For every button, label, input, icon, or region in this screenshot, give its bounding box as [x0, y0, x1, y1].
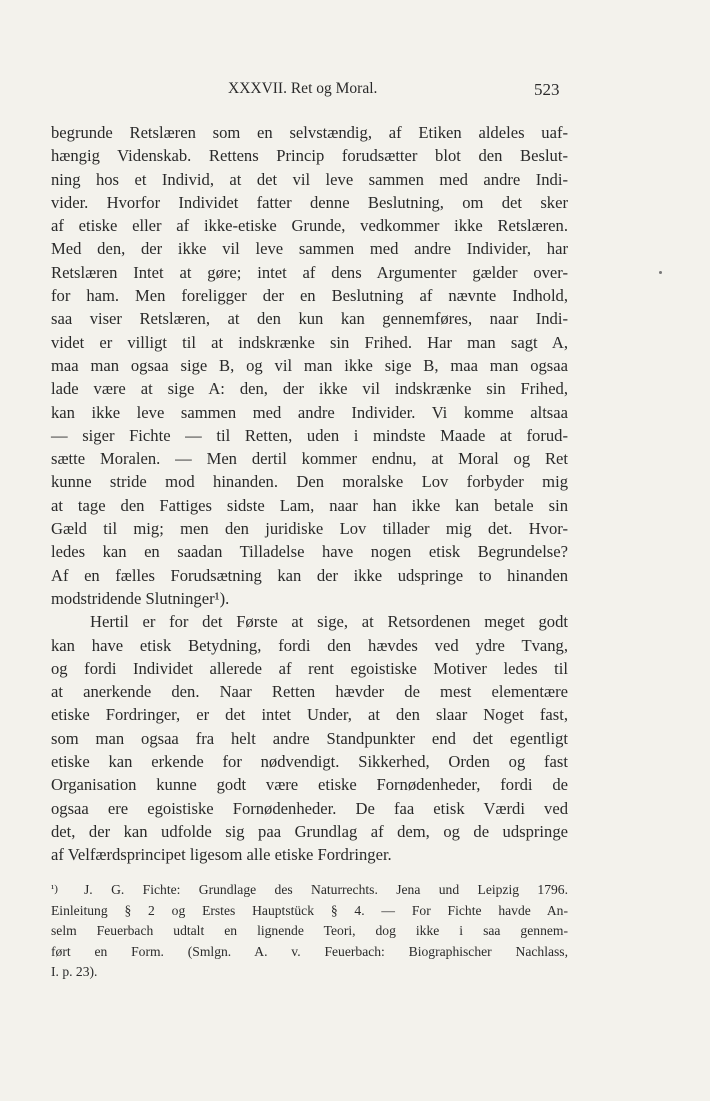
text-line: ning hos et Individ, at det vil leve sammen med andre Indi-: [51, 169, 568, 189]
text-line: Af en fælles Forudsætning kan der ikke udspringe to hinanden: [51, 565, 568, 585]
footnote-line: ført en Form. (Smlgn. A. v. Feuerbach: Biographischer Nachlass,: [51, 943, 568, 959]
text-line: det, der kan udfolde sig paa Grundlag af dem, og de udspringe: [51, 821, 568, 841]
text-line: — siger Fichte — til Retten, uden i mindste Maade at forud-: [51, 425, 568, 445]
text-line: kan ikke leve sammen med andre Individer. Vi komme altsaa: [51, 402, 568, 422]
text-line: hængig Videnskab. Rettens Princip forudsætter blot den Beslut-: [51, 146, 568, 166]
text-line: maa man ogsaa sige B, og vil man ikke sige B, maa man ogsaa: [51, 355, 568, 375]
text-line: Gæld til mig; men den juridiske Lov tillader mig det. Hvor-: [51, 519, 568, 539]
text-line: kunne stride mod hinanden. Den moralske Lov forbyder mig: [51, 472, 568, 492]
text-line: som man ogsaa fra helt andre Standpunkter end det egentligt: [51, 728, 568, 748]
text-line: at anerkende den. Naar Retten hævder de mest elementære: [51, 682, 568, 702]
footnote-line: J. G. Fichte: Grundlage des Naturrechts. Jena und Leipzig 1796.: [84, 882, 568, 897]
text-line: at tage den Fattiges sidste Lam, naar han ikke kan betale sin: [51, 495, 568, 515]
running-header: [0, 80, 710, 104]
text-line: sætte Moralen. — Men dertil kommer endnu, at Moral og Ret: [51, 449, 568, 469]
running-title: XXXVII. Ret og Moral.: [228, 80, 378, 97]
ink-speck: [659, 271, 662, 274]
footnote-line: I. p. 23).: [51, 964, 98, 980]
footnote-line: Einleitung § 2 og Erstes Hauptstück § 4. — For Fichte havde An-: [51, 902, 568, 918]
text-line: ledes kan en saadan Tilladelse have nogen etisk Begrundelse?: [51, 542, 568, 562]
text-line: af etiske eller af ikke-etiske Grunde, vedkommer ikke Retslæren.: [51, 216, 568, 236]
text-line: begrunde Retslæren som en selvstændig, af Etiken aldeles uaf-: [51, 123, 568, 142]
text-line: Organisation kunne godt være etiske Fornødenheder, fordi de: [51, 775, 568, 795]
text-line: Hertil er for det Første at sige, at Retsordenen meget godt: [90, 612, 568, 632]
text-line: lade være at sige A: den, der ikke vil indskrænke sin Frihed,: [51, 379, 568, 399]
text-line: Retslæren Intet at gøre; intet af dens Argumenter gælder over-: [51, 262, 568, 282]
main-text: [51, 121, 568, 867]
footnote: [51, 880, 568, 983]
text-line: etiske kan erkende for nødvendigt. Sikkerhed, Orden og fast: [51, 752, 568, 772]
text-line: saa viser Retslæren, at den kun kan gennemføres, naar Indi-: [51, 309, 568, 329]
text-line: for ham. Men foreligger der en Beslutning af nævnte Indhold,: [51, 286, 568, 306]
text-line: kan have etisk Betydning, fordi den hævdes ved ydre Tvang,: [51, 635, 568, 655]
footnote-marker: ¹): [51, 883, 58, 895]
text-line: af Velfærdsprincipet ligesom alle etiske Fordringer.: [51, 845, 392, 865]
text-line: og fordi Individet allerede af rent egoistiske Motiver ledes til: [51, 658, 568, 678]
text-line: ogsaa ere egoistiske Fornødenheder. De faa etisk Værdi ved: [51, 798, 568, 818]
text-line: modstridende Slutninger¹).: [51, 588, 230, 608]
text-line: videt er villigt til at indskrænke sin Frihed. Har man sagt A,: [51, 332, 568, 352]
footnote-line: selm Feuerbach udtalt en lignende Teori, dog ikke i saa gennem-: [51, 923, 568, 939]
page-number: 523: [534, 80, 560, 99]
text-line: Med den, der ikke vil leve sammen med andre Individer, har: [51, 239, 568, 259]
text-line: vider. Hvorfor Individet fatter denne Beslutning, om det sker: [51, 192, 568, 212]
text-line: etiske Fordringer, er det intet Under, at den slaar Noget fast,: [51, 705, 568, 725]
